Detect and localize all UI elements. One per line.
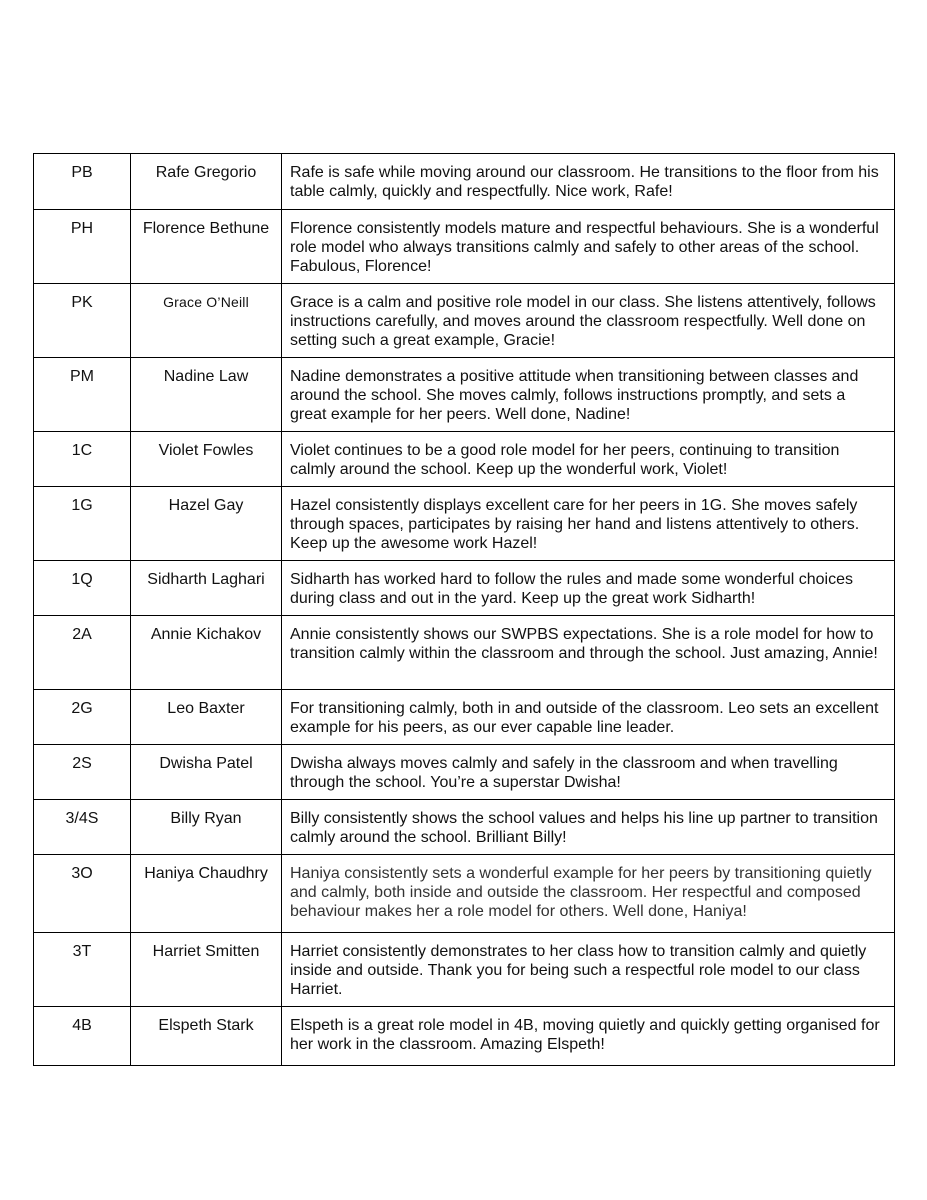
class-cell: PB (34, 154, 131, 210)
student-name-cell: Leo Baxter (131, 690, 282, 745)
comment-cell: Violet continues to be a good role model for her peers, continuing to transition calmly around the school. Keep up the wonderful work, Violet! (282, 432, 895, 487)
student-name-cell: Elspeth Stark (131, 1007, 282, 1066)
table-row (34, 284, 895, 358)
comment-cell: Harriet consistently demonstrates to her class how to transition calmly and quietly inside and outside. Thank you for being such a respectful role model to our class Harriet. (282, 933, 895, 1007)
comment-cell: Elspeth is a great role model in 4B, moving quietly and quickly getting organised for her work in the classroom. Amazing Elspeth! (282, 1007, 895, 1066)
comment-cell: Haniya consistently sets a wonderful example for her peers by transitioning quietly and calmly, both inside and outside the classroom. Her respectful and composed behaviour makes her a role model for others. Well done, Haniya! (282, 855, 895, 933)
class-cell: 4B (34, 1007, 131, 1066)
comment-cell: Annie consistently shows our SWPBS expectations. She is a role model for how to transition calmly within the classroom and through the school. Just amazing, Annie! (282, 616, 895, 690)
class-cell: 1G (34, 487, 131, 561)
table-row (34, 487, 895, 561)
comment-cell: For transitioning calmly, both in and outside of the classroom. Leo sets an excellent example for his peers, as our ever capable line leader. (282, 690, 895, 745)
table-row (34, 690, 895, 745)
class-cell: 1C (34, 432, 131, 487)
class-cell: 2S (34, 745, 131, 800)
student-name-cell: Rafe Gregorio (131, 154, 282, 210)
comment-cell: Hazel consistently displays excellent care for her peers in 1G. She moves safely through spaces, participates by raising her hand and listens attentively to others. Keep up the awesome work Hazel! (282, 487, 895, 561)
student-name-cell: Florence Bethune (131, 210, 282, 284)
comment-cell: Dwisha always moves calmly and safely in the classroom and when travelling through the school. You’re a superstar Dwisha! (282, 745, 895, 800)
class-cell: 1Q (34, 561, 131, 616)
student-name-cell: Billy Ryan (131, 800, 282, 855)
comment-cell: Billy consistently shows the school values and helps his line up partner to transition calmly around the school. Brilliant Billy! (282, 800, 895, 855)
table-row (34, 616, 895, 690)
comment-cell: Nadine demonstrates a positive attitude when transitioning between classes and around the school. She moves calmly, follows instructions promptly, and sets a great example for her peers. Well done, Nadine! (282, 358, 895, 432)
table-row (34, 933, 895, 1007)
student-name-cell: Dwisha Patel (131, 745, 282, 800)
student-name-cell: Grace O’Neill (131, 284, 282, 358)
class-cell: 2A (34, 616, 131, 690)
student-name-cell: Harriet Smitten (131, 933, 282, 1007)
table-row (34, 210, 895, 284)
awards-table (33, 153, 895, 1066)
class-cell: PM (34, 358, 131, 432)
student-name-cell: Annie Kichakov (131, 616, 282, 690)
table-row (34, 745, 895, 800)
table-row (34, 432, 895, 487)
class-cell: PH (34, 210, 131, 284)
student-name-cell: Violet Fowles (131, 432, 282, 487)
table-row (34, 358, 895, 432)
table-row (34, 561, 895, 616)
comment-cell: Grace is a calm and positive role model in our class. She listens attentively, follows instructions carefully, and moves around the classroom respectfully. Well done on setting such a great example, Gracie! (282, 284, 895, 358)
class-cell: 3T (34, 933, 131, 1007)
student-name-cell: Hazel Gay (131, 487, 282, 561)
comment-cell: Rafe is safe while moving around our classroom. He transitions to the floor from his table calmly, quickly and respectfully. Nice work, Rafe! (282, 154, 895, 210)
comment-cell: Florence consistently models mature and respectful behaviours. She is a wonderful role model who always transitions calmly and safely to other areas of the school. Fabulous, Florence! (282, 210, 895, 284)
student-name-cell: Nadine Law (131, 358, 282, 432)
class-cell: 3O (34, 855, 131, 933)
student-name-cell: Sidharth Laghari (131, 561, 282, 616)
table-row (34, 1007, 895, 1066)
table-row (34, 800, 895, 855)
table-row (34, 154, 895, 210)
class-cell: 2G (34, 690, 131, 745)
table-row (34, 855, 895, 933)
student-name-cell: Haniya Chaudhry (131, 855, 282, 933)
awards-table-body (34, 154, 895, 1066)
comment-cell: Sidharth has worked hard to follow the rules and made some wonderful choices during class and out in the yard. Keep up the great work Sidharth! (282, 561, 895, 616)
class-cell: PK (34, 284, 131, 358)
class-cell: 3/4S (34, 800, 131, 855)
